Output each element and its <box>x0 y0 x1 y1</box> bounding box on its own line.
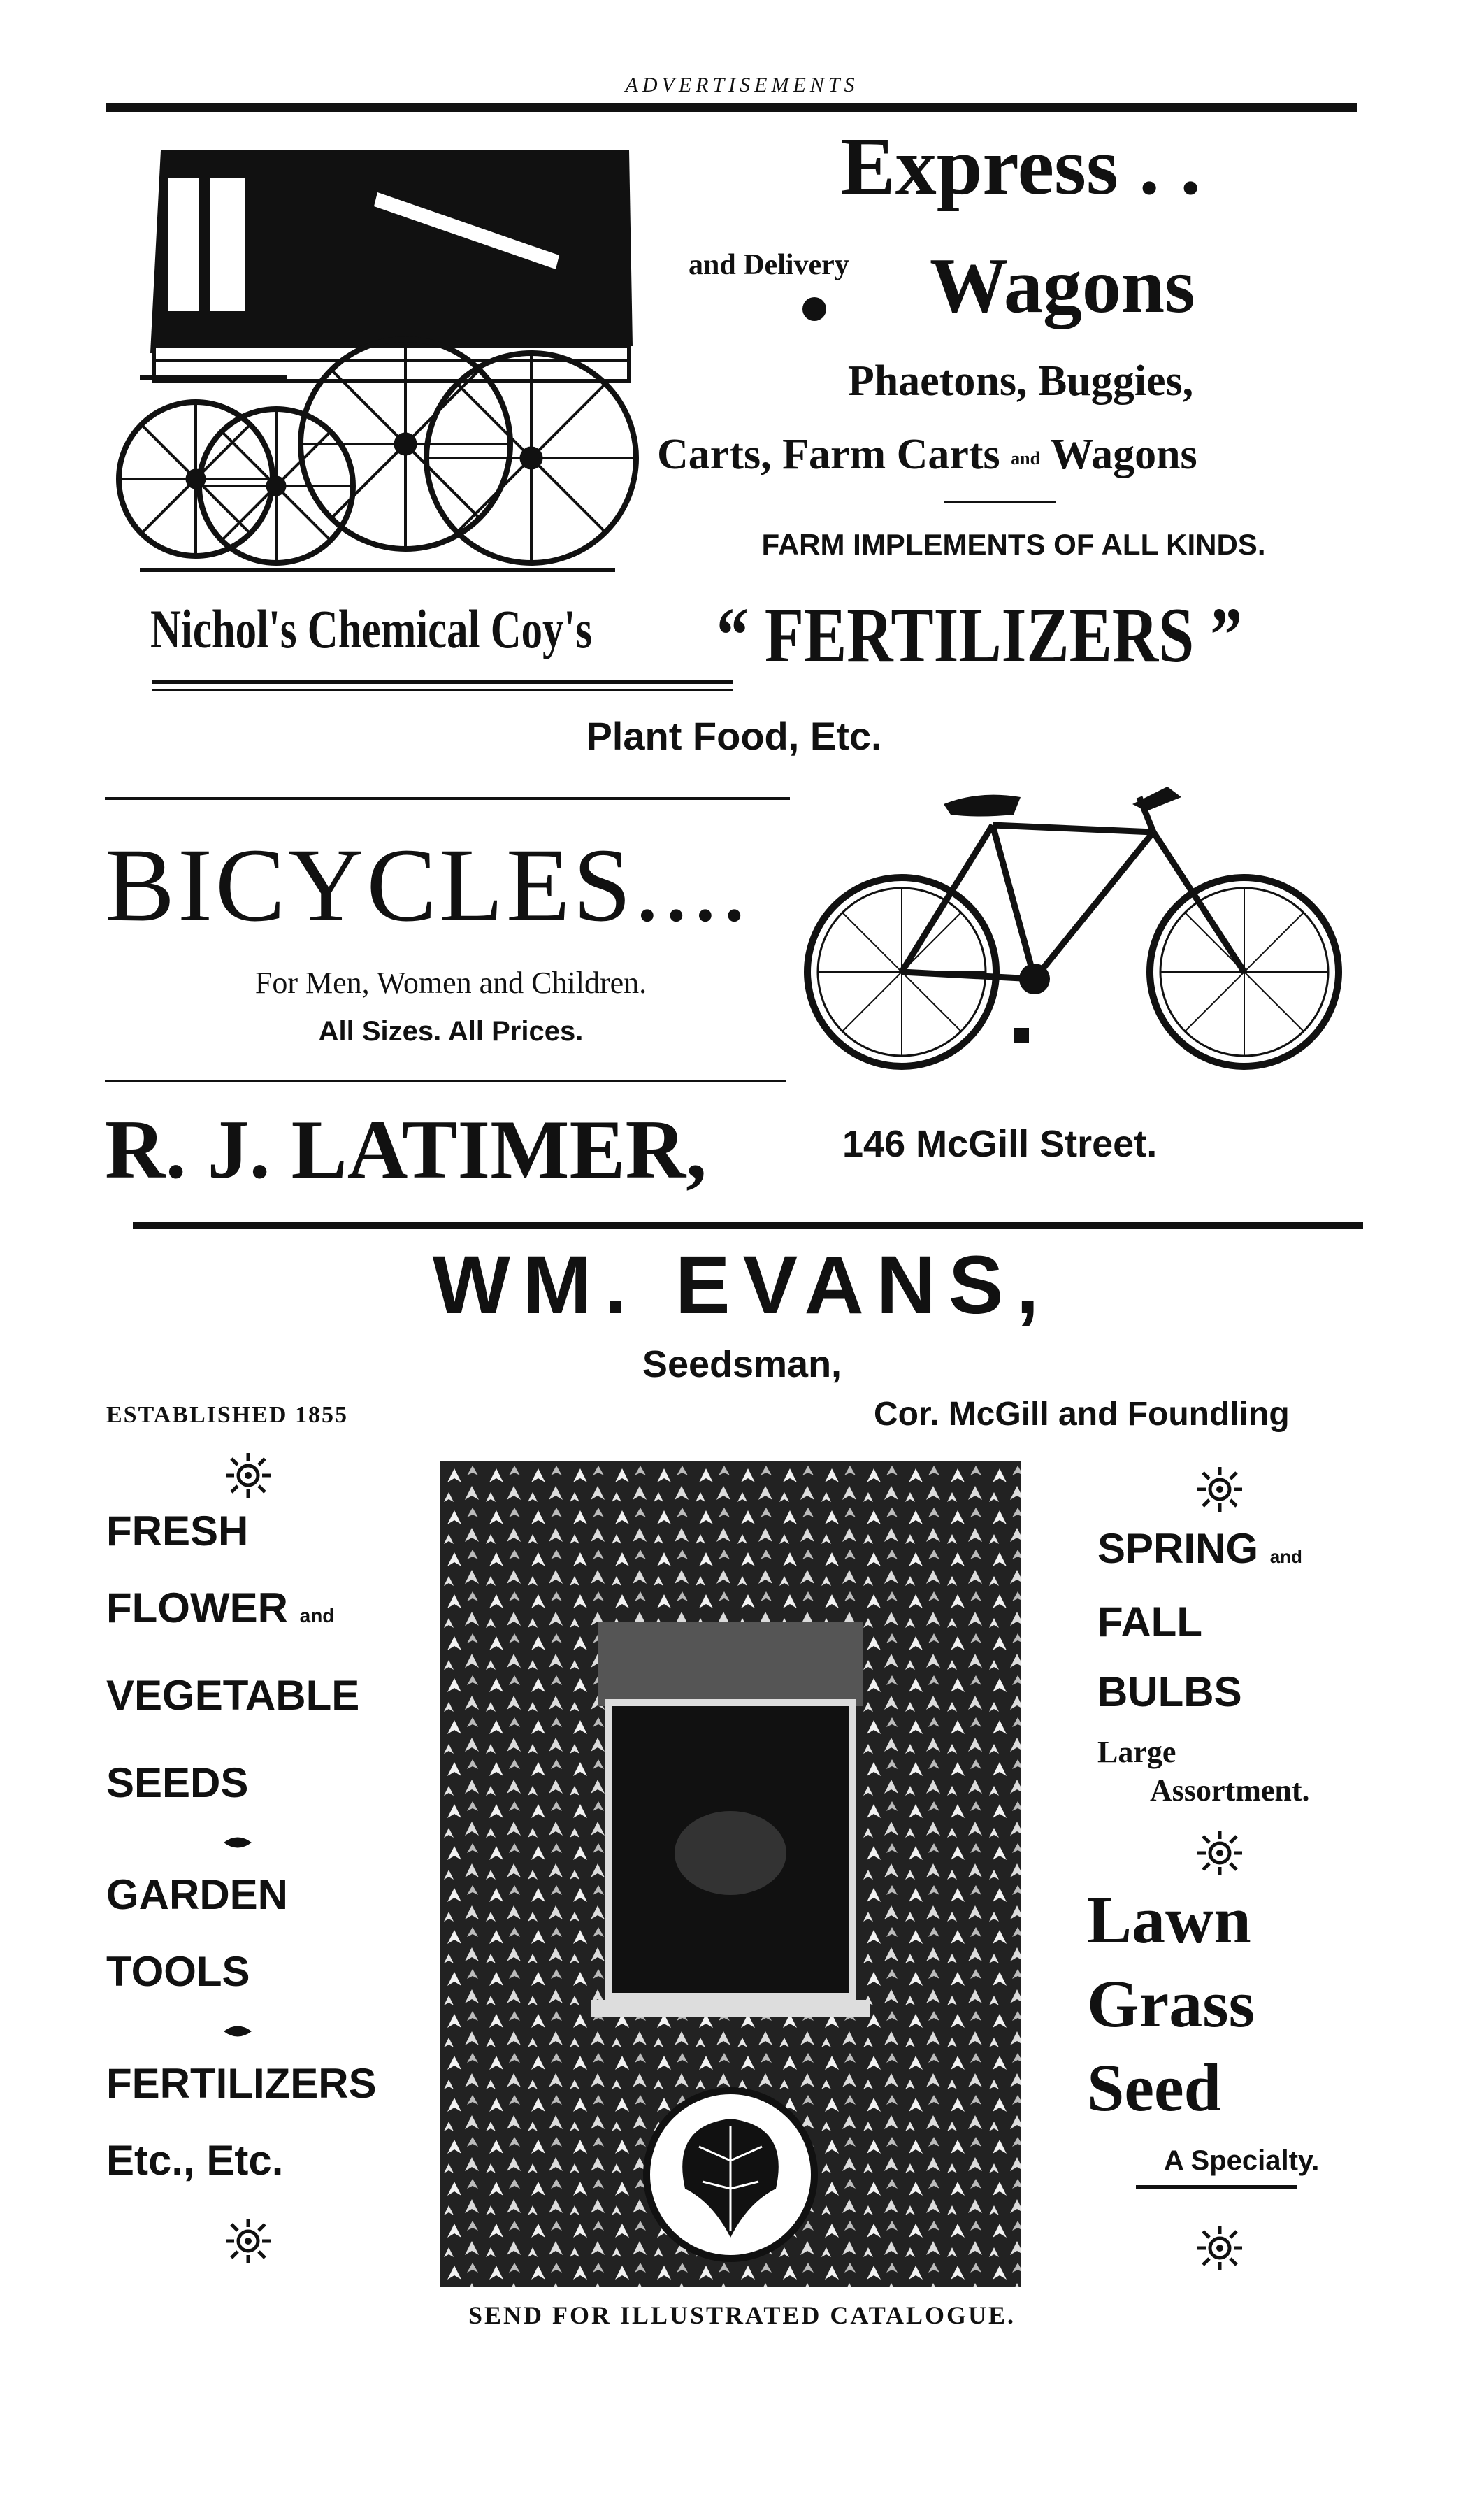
evans-location: Cor. McGill and Foundling <box>874 1396 1290 1433</box>
fertilizer-brand: Nichol's Chemical Coy's <box>150 599 593 659</box>
left-item-2-and: and <box>299 1605 335 1626</box>
leaf-ornament-icon <box>224 1836 252 1850</box>
sunburst-ornament-icon <box>1195 1465 1244 1514</box>
bicycle-illustration <box>804 776 1356 1084</box>
sunburst-ornament-icon <box>224 1451 273 1500</box>
lawn-line-1: Lawn <box>1087 1882 1251 1957</box>
bicycles-title: BICYCLES.... <box>105 827 751 943</box>
fertilizer-tagline: Plant Food, Etc. <box>586 714 882 758</box>
right-large-2: Assortment. <box>1150 1773 1310 1808</box>
delivery-wagon-illustration <box>112 136 643 577</box>
wagons-line-2a: Carts, Farm Carts <box>657 431 1000 478</box>
bicycles-top-rule <box>105 797 790 800</box>
latimer-name: R. J. LATIMER, <box>105 1103 707 1196</box>
bullet-dot <box>802 297 826 321</box>
left-item-8: Etc., Etc. <box>106 2137 284 2184</box>
right-item-1 <box>1097 1524 1302 1573</box>
bicycles-bottom-rule <box>105 1080 786 1082</box>
wagons-title: Express . . <box>840 120 1201 212</box>
left-item-7: FERTILIZERS <box>106 2060 377 2107</box>
catalogue-footer: SEND FOR ILLUSTRATED CATALOGUE. <box>468 2301 1016 2329</box>
fertilizer-product: “ FERTILIZERS ” <box>716 592 1243 679</box>
evans-established: ESTABLISHED 1855 <box>106 1402 348 1428</box>
left-item-6: TOOLS <box>106 1948 250 1995</box>
wagons-line-1: Phaetons, Buggies, <box>847 357 1194 405</box>
left-item-1: FRESH <box>106 1508 249 1554</box>
right-large-1: Large <box>1097 1735 1176 1769</box>
sunburst-ornament-icon <box>224 2217 273 2266</box>
wagons-line-3: FARM IMPLEMENTS OF ALL KINDS. <box>761 528 1266 561</box>
right-item-1-and: and <box>1269 1546 1302 1567</box>
evans-name: WM. EVANS, <box>432 1239 1052 1331</box>
left-item-3: VEGETABLE <box>106 1672 360 1719</box>
right-item-1-text: SPRING <box>1097 1525 1259 1572</box>
wagons-subtitle-large: Wagons <box>930 243 1195 329</box>
right-item-3: BULBS <box>1097 1668 1242 1715</box>
fertilizer-underline-2 <box>152 689 733 691</box>
right-item-2: FALL <box>1097 1598 1202 1645</box>
specialty-underline <box>1136 2185 1297 2189</box>
bicycles-line-2: All Sizes. All Prices. <box>318 1016 584 1047</box>
left-item-5: GARDEN <box>106 1871 289 1918</box>
left-item-2 <box>106 1584 334 1632</box>
latimer-rule <box>133 1222 1363 1229</box>
wagons-line-2b: Wagons <box>1050 431 1197 478</box>
ivy-window-illustration <box>440 1461 1021 2287</box>
latimer-address: 146 McGill Street. <box>842 1123 1158 1165</box>
left-item-4: SEEDS <box>106 1759 249 1806</box>
top-rule <box>106 103 1357 112</box>
lawn-line-2: Grass <box>1087 1966 1255 2041</box>
lawn-line-3: Seed <box>1087 2050 1221 2125</box>
specialty-text: A Specialty. <box>1164 2145 1320 2176</box>
wagons-divider <box>944 501 1056 503</box>
wagons-line-2 <box>657 430 1197 480</box>
wagons-subtitle-small: and Delivery <box>689 249 849 281</box>
sunburst-ornament-icon <box>1195 2224 1244 2273</box>
left-item-2-text: FLOWER <box>106 1584 288 1631</box>
evans-trade: Seedsman, <box>642 1343 842 1385</box>
sunburst-ornament-icon <box>1195 1829 1244 1877</box>
leaf-ornament-icon <box>224 2024 252 2038</box>
bicycles-line-1: For Men, Women and Children. <box>254 966 647 1000</box>
running-head: ADVERTISEMENTS <box>625 73 859 96</box>
wagons-line-2-and: and <box>1011 448 1041 468</box>
fertilizer-underline-1 <box>152 680 733 684</box>
